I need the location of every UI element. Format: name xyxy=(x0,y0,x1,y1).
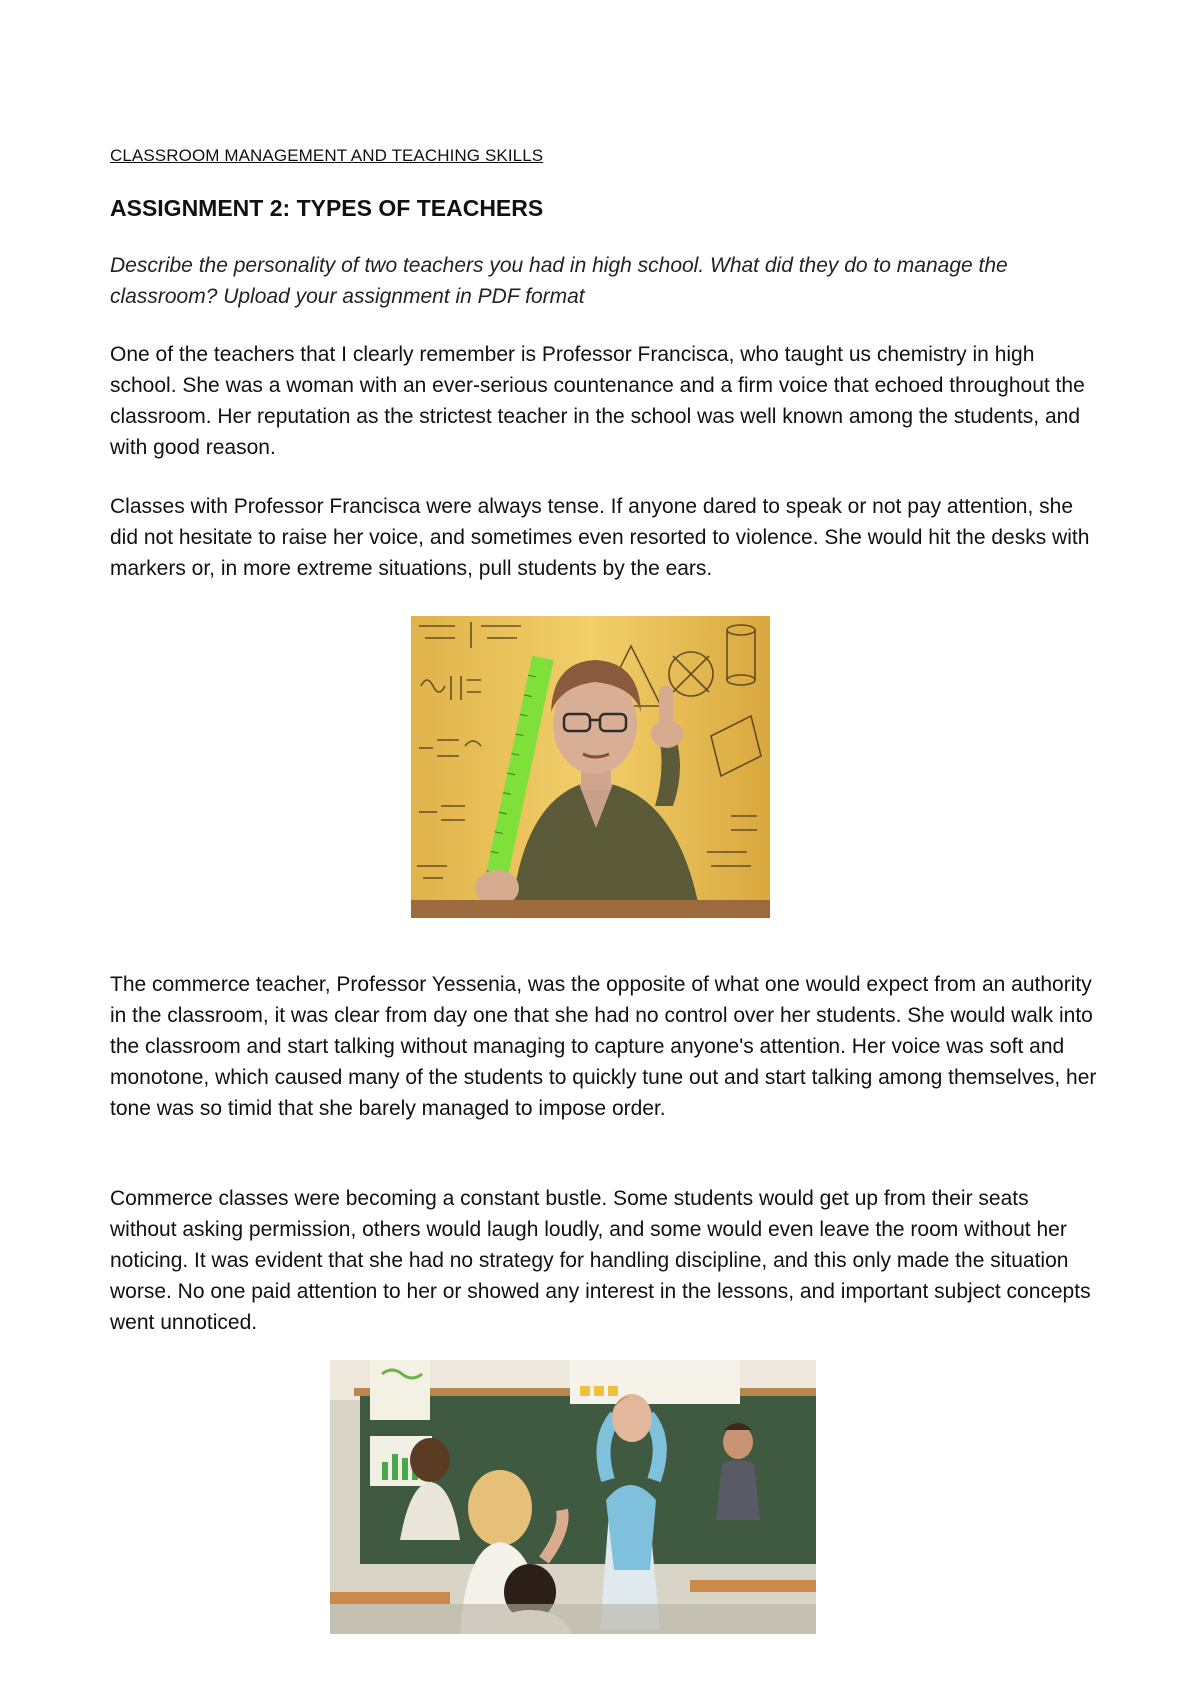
paragraph-yessenia-intro: The commerce teacher, Professor Yessenia, was the opposite of what one would expect from an authority in the classroom, it was clear from day one that she had no control over her students. She would walk into the classroom and start talking without managing to capture anyone's attention. Her voice was soft and monotone, which caused many of the students to quickly tune out and start talking among themselves, her tone was so timid that she barely managed to impose order. xyxy=(110,973,1097,1120)
assignment-title: ASSIGNMENT 2: TYPES OF TEACHERS xyxy=(110,195,544,221)
strict-teacher-photo xyxy=(411,616,770,918)
paragraph-commerce-classes: Commerce classes were becoming a constant bustle. Some students would get up from their seats without asking permission, others would laugh loudly, and some would even leave the room without her noticing. It was evident that she had no strategy for handling discipline, and this only made the situation worse. No one paid attention to her or showed any interest in the lessons, and important subject concepts went unnoticed. xyxy=(110,1187,1091,1334)
paragraph-francisca-classes: Classes with Professor Francisca were always tense. If anyone dared to speak or not pay attention, she did not hesitate to raise her voice, and sometimes even resorted to violence. She would hit the desks with markers or, in more extreme situations, pull students by the ears. xyxy=(110,495,1090,580)
assignment-prompt: Describe the personality of two teachers you had in high school. What did they do to manage the classroom? Upload your assignment in PDF format xyxy=(110,254,1008,308)
chaotic-classroom-photo xyxy=(330,1360,816,1634)
paragraph-francisca-intro: One of the teachers that I clearly remember is Professor Francisca, who taught us chemistry in high school. She was a woman with an ever-serious countenance and a firm voice that echoed throughout the classroom. Her reputation as the strictest teacher in the school was well known among the students, and with good reason. xyxy=(110,343,1085,459)
course-heading: CLASSROOM MANAGEMENT AND TEACHING SKILLS xyxy=(110,146,544,165)
